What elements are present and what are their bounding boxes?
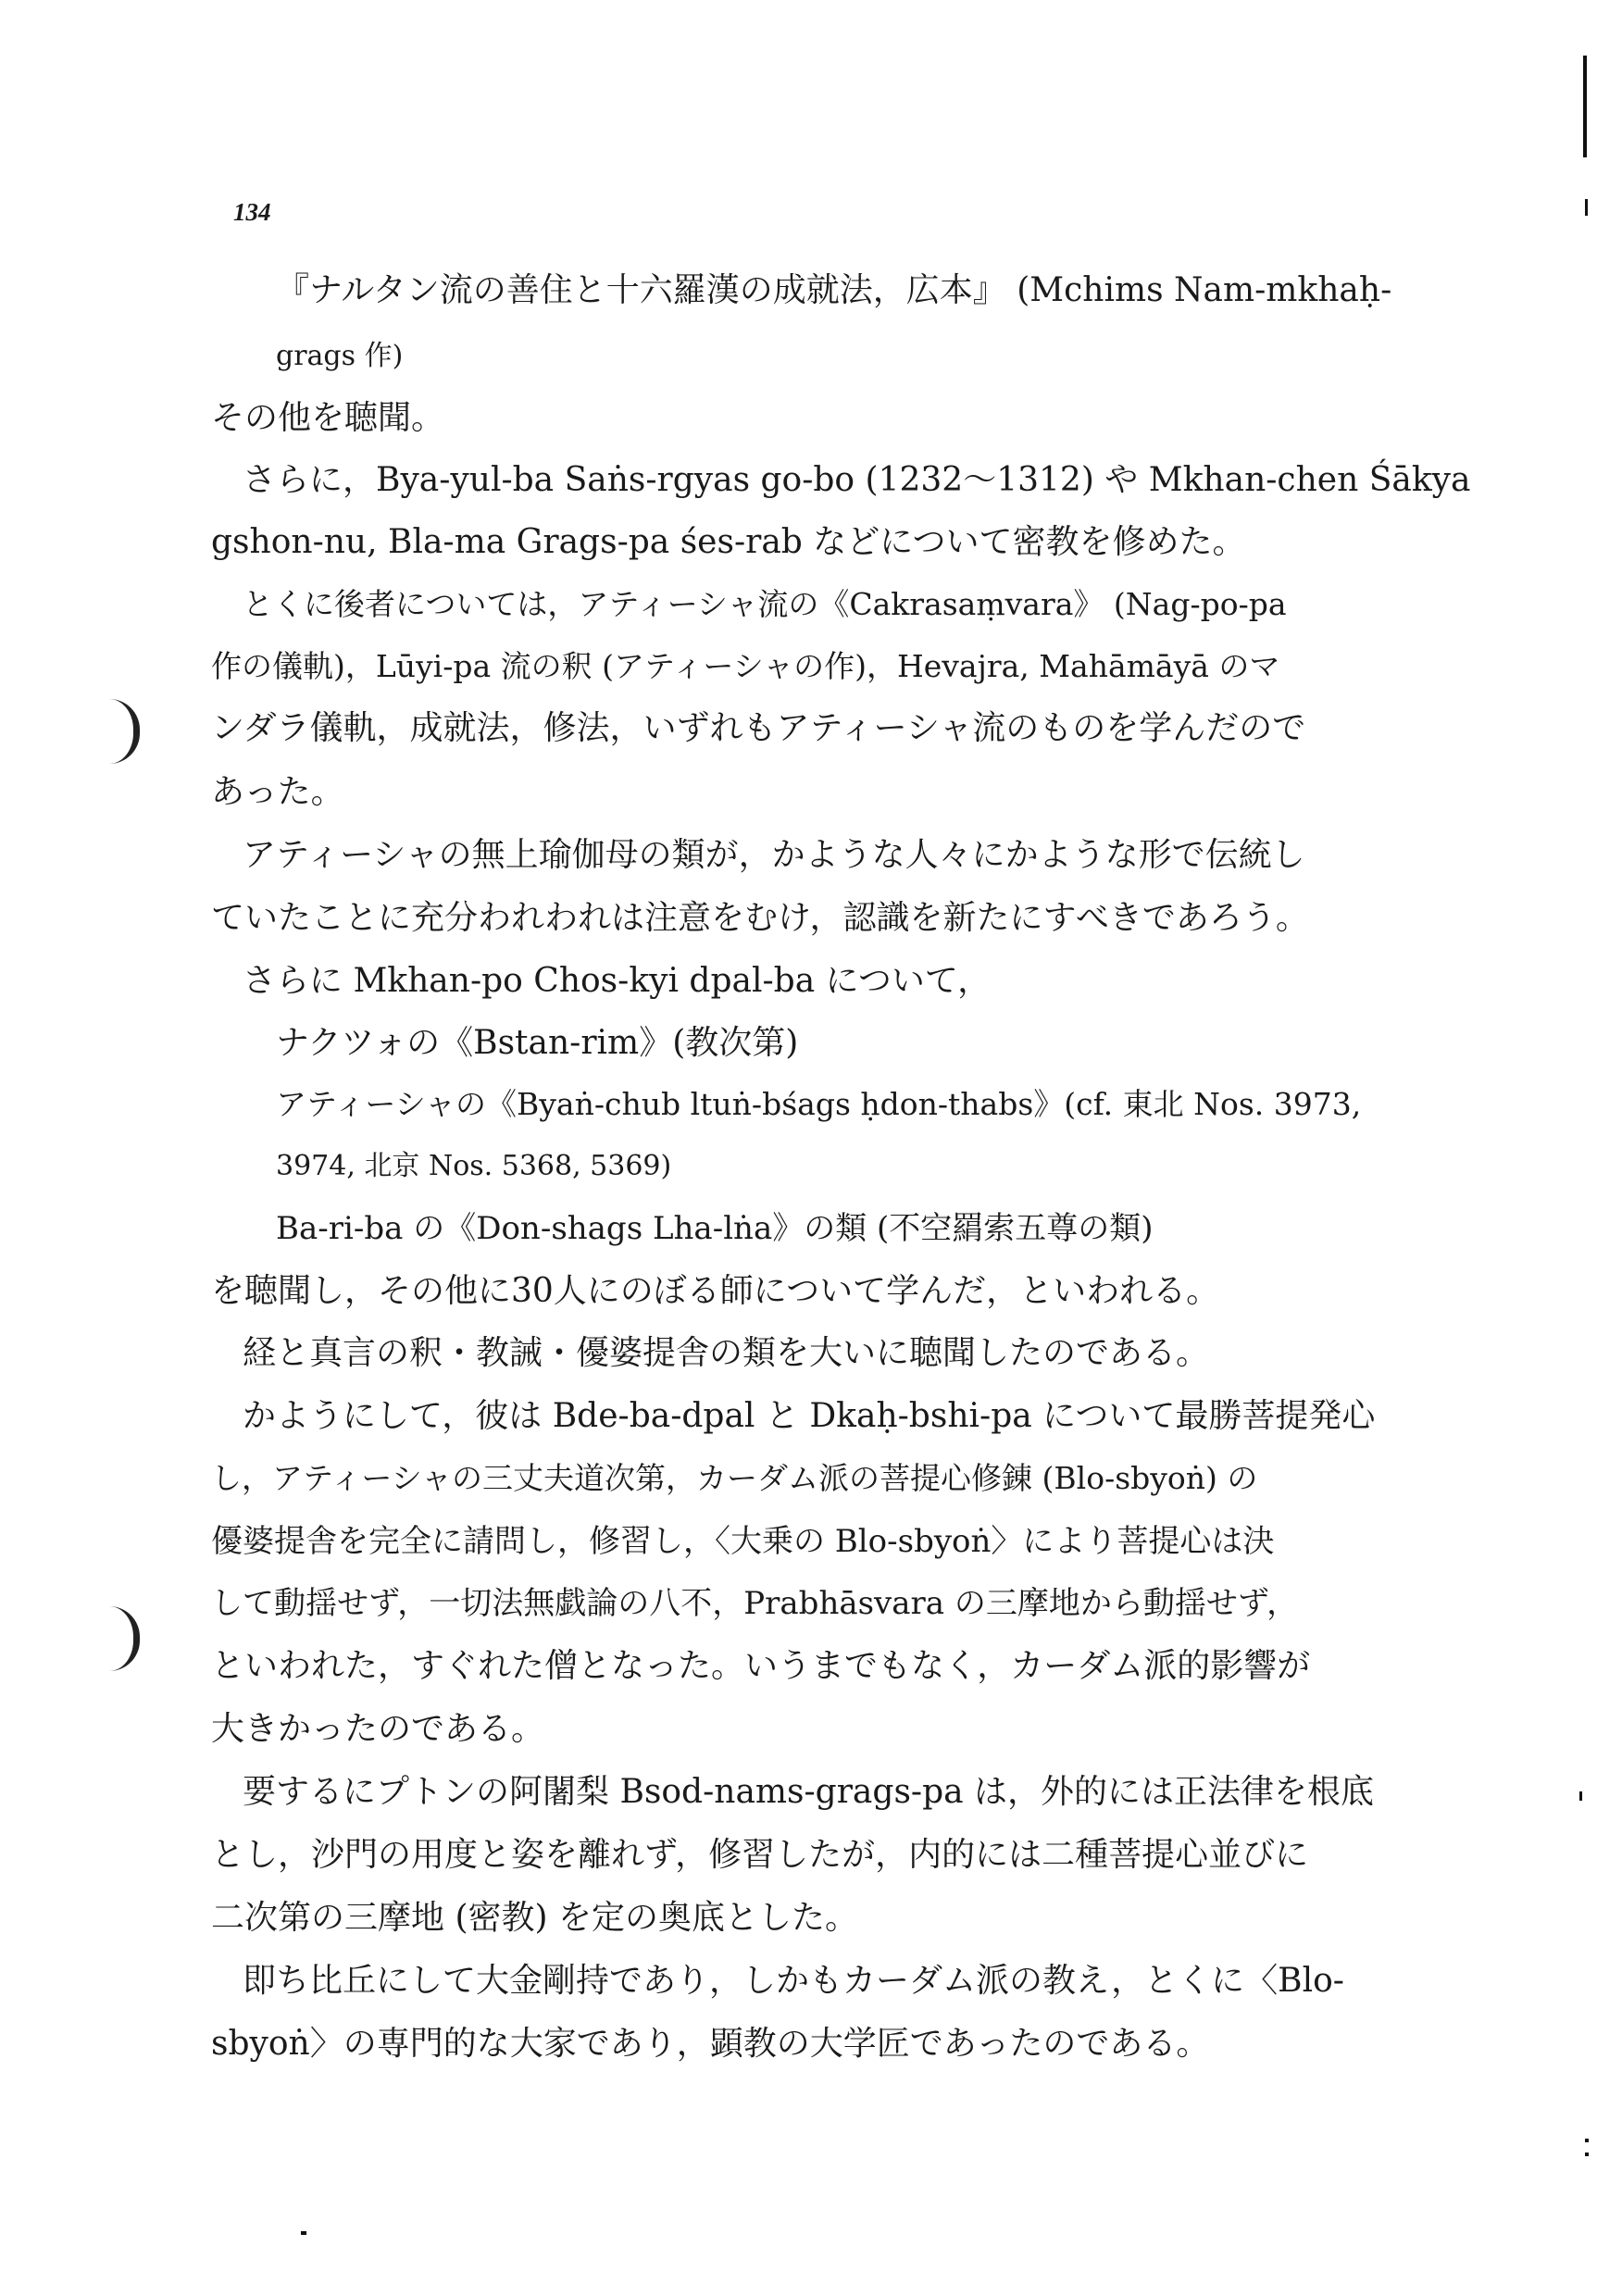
edge-speck (1585, 199, 1588, 216)
text-line: を聴聞し，その他に30人にのぼる師について学んだ，といわれる。 (211, 1272, 1220, 1310)
text-line: 即ち比丘にして大金剛持であり，しかもカーダム派の教え，とくに〈Blo- (243, 1962, 1344, 2000)
text-line: grags 作) (276, 340, 404, 372)
binding-mark (109, 699, 140, 764)
text-line: アティーシャの《Byaṅ-chub ltuṅ-bśags ḥdon-thabs》(cf. 東北 Nos. 3973, (276, 1086, 1362, 1122)
binding-mark (109, 1606, 140, 1671)
text-line: 3974, 北京 Nos. 5368, 5369) (276, 1150, 672, 1182)
text-line: アティーシャの無上瑜伽母の類が，かような人々にかような形で伝統し (243, 836, 1305, 874)
text-line: といわれた，すぐれた僧となった。いうまでもなく，カーダム派的影響が (211, 1647, 1311, 1685)
text-line: ていたことに充分われわれは注意をむけ，認識を新たにすべきであろう。 (211, 899, 1309, 937)
edge-speck (1579, 1791, 1582, 1801)
text-line: あった。 (211, 773, 344, 811)
text-line: ナクツォの《Bstan-rim》(教次第) (276, 1024, 799, 1062)
text-line: かようにして，彼は Bde-ba-dpal と Dkaḥ-bshi-pa について最勝菩提発心 (243, 1397, 1376, 1435)
edge-speck (1585, 2152, 1589, 2156)
text-line: とくに後者については，アティーシャ流の《Cakrasaṃvara》 (Nag-po-pa (243, 586, 1287, 622)
edge-speck (1583, 56, 1587, 157)
text-line: 優婆提舎を完全に請問し，修習し，〈大乗の Blo-sbyoṅ〉により菩提心は決 (211, 1523, 1275, 1560)
text-line: sbyoṅ〉の専門的な大家であり，顕教の大学匠であったのである。 (211, 2025, 1210, 2063)
text-line: 大きかったのである。 (211, 1710, 545, 1748)
edge-speck (301, 2231, 306, 2235)
edge-speck (1585, 2139, 1589, 2142)
text-line: 二次第の三摩地 (密教) を定の奥底とした。 (211, 1899, 858, 1937)
text-line: Ba-ri-ba の《Don-shags Lha-lṅa》の類 (不空羂索五尊の類) (276, 1210, 1154, 1247)
text-line: その他を聴聞。 (211, 399, 445, 437)
text-line: し，アティーシャの三丈夫道次第，カーダム派の菩提心修錬 (Blo-sbyoṅ) の (211, 1460, 1258, 1496)
text-line: 経と真言の釈・教誡・優婆提舎の類を大いに聴聞したのである。 (243, 1334, 1210, 1372)
text-line: さらに，Bya-yul-ba Saṅs-rgyas go-bo (1232〜1312) や Mkhan-chen Śākya (243, 461, 1471, 499)
text-line: して動揺せず，一切法無戯論の八不，Prabhāsvara の三摩地から動揺せず， (211, 1585, 1299, 1622)
text-line: 要するにプトンの阿闍梨 Bsod-nams-grags-pa は，外的には正法律を根底 (243, 1773, 1375, 1811)
text-line: 『ナルタン流の善住と十六羅漢の成就法，広本』 (Mchims Nam-mkhaḥ- (276, 271, 1392, 309)
text-line: とし，沙門の用度と姿を離れず，修習したが，内的には二種菩提心並びに (211, 1836, 1309, 1874)
text-line: gshon-nu, Bla-ma Grags-pa śes-rab などについて密教を修めた。 (211, 523, 1246, 561)
text-line: さらに Mkhan-po Chos-kyi dpal-ba について， (243, 962, 992, 1000)
page-number: 134 (233, 198, 271, 226)
text-line: ンダラ儀軌，成就法，修法，いずれもアティーシャ流のものを学んだので (211, 709, 1306, 747)
text-line: 作の儀軌)，Lūyi-pa 流の釈 (アティーシャの作)，Hevajra, Mahāmāyā のマ (211, 648, 1280, 684)
